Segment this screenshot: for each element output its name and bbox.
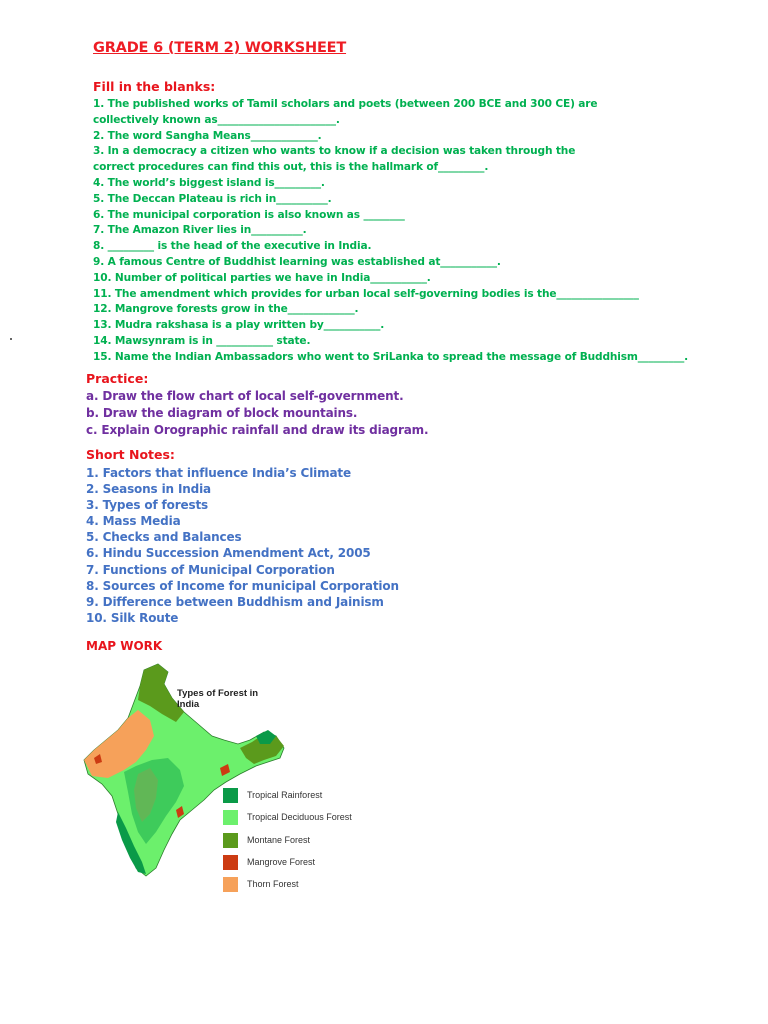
list-item: 15. Name the Indian Ambassadors who went to SriLanka to spread the message of Buddhism_________. <box>93 350 688 363</box>
list-item: c. Explain Orographic rainfall and draw its diagram. <box>86 422 429 437</box>
list-item: 11. The amendment which provides for urban local self-governing bodies is the________________ <box>93 287 639 300</box>
map-work-heading: MAP WORK <box>86 639 163 653</box>
list-item: 6. The municipal corporation is also known as ________ <box>93 208 405 221</box>
legend-label: Mangrove Forest <box>247 856 316 867</box>
legend-label: Tropical Rainforest <box>247 790 323 800</box>
practice-heading: Practice: <box>86 371 149 386</box>
list-item: 2. Seasons in India <box>86 482 212 497</box>
fill-blanks-heading: Fill in the blanks: <box>93 79 216 94</box>
list-item: 9. Difference between Buddhism and Jainism <box>86 594 384 609</box>
legend-label: Thorn Forest <box>247 879 299 890</box>
list-item: 5. Checks and Balances <box>86 530 242 545</box>
list-item: 3. Types of forests <box>86 498 209 513</box>
stray-dot <box>10 338 12 340</box>
list-item: b. Draw the diagram of block mountains. <box>86 405 358 420</box>
list-item: 4. Mass Media <box>86 514 181 529</box>
short-notes-heading: Short Notes: <box>86 447 175 462</box>
legend-swatch <box>223 810 238 825</box>
list-item: a. Draw the flow chart of local self-government. <box>86 389 404 403</box>
list-item: 6. Hindu Succession Amendment Act, 2005 <box>86 546 371 561</box>
list-item: 10. Silk Route <box>86 610 179 625</box>
list-item: 7. Functions of Municipal Corporation <box>86 562 335 577</box>
practice-list <box>86 388 428 438</box>
legend-swatch <box>223 833 238 848</box>
fill-blanks-list <box>93 97 688 366</box>
list-item: 9. A famous Centre of Buddhist learning was established at___________. <box>93 255 501 268</box>
list-item: 8. Sources of Income for municipal Corporation <box>86 578 399 593</box>
legend-label: Montane Forest <box>247 834 311 845</box>
list-item: 12. Mangrove forests grow in the_____________. <box>93 303 359 316</box>
list-item: 3. In a democracy a citizen who wants to know if a decision was taken through the correct procedures can find this out, this is the hallmark of_________. <box>93 145 576 174</box>
list-item: 2. The word Sangha Means_____________. <box>93 129 322 142</box>
list-item: 10. Number of political parties we have in India___________. <box>93 271 431 284</box>
legend-label: Tropical Deciduous Forest <box>247 812 352 823</box>
list-item: 14. Mawsynram is in ___________ state. <box>93 334 311 347</box>
list-item: 4. The world’s biggest island is_________. <box>93 176 325 189</box>
map-title: Types of Forest in India <box>177 688 259 710</box>
list-item: 1. Factors that influence India’s Climate <box>86 466 351 480</box>
list-item: 8. _________ is the head of the executive in India. <box>93 240 372 253</box>
legend-swatch <box>223 788 238 803</box>
short-notes-list <box>86 465 399 626</box>
list-item: 5. The Deccan Plateau is rich in__________. <box>93 192 332 205</box>
worksheet-title: GRADE 6 (TERM 2) WORKSHEET <box>93 40 347 56</box>
legend-swatch <box>223 855 238 870</box>
legend-swatch <box>223 877 238 892</box>
list-item: 13. Mudra rakshasa is a play written by___________. <box>93 319 385 332</box>
list-item: 1. The published works of Tamil scholars and poets (between 200 BCE and 300 CE) are collectively known as_______________________. <box>93 98 598 126</box>
list-item: 7. The Amazon River lies in__________. <box>93 224 307 237</box>
